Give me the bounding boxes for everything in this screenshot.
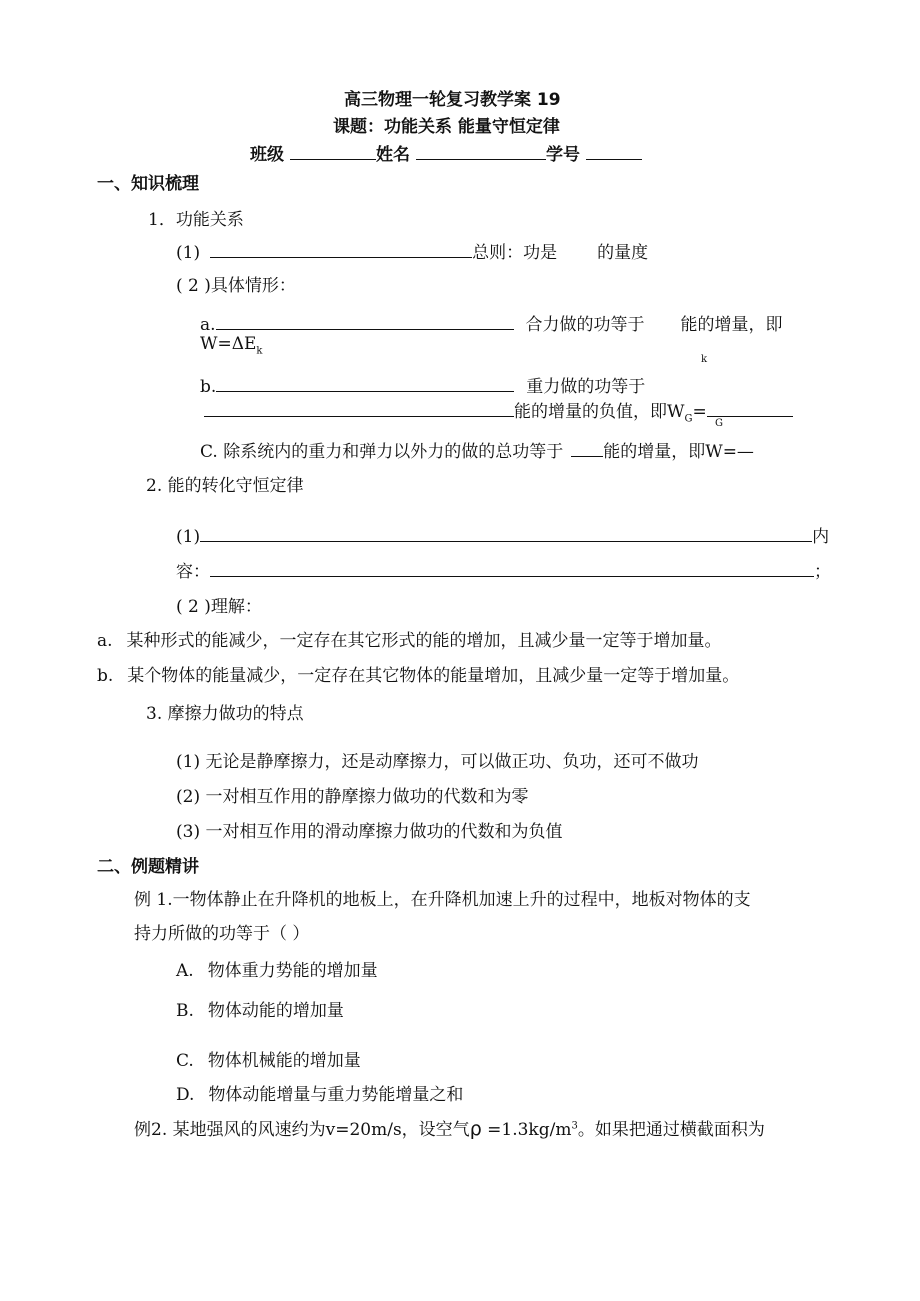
example1-line1: 例 1.一物体静止在升降机的地板上，在升降机加速上升的过程中，地板对物体的支 [134, 890, 751, 910]
blank-content-2[interactable] [210, 561, 814, 577]
item2-line1: (1) 内 [176, 527, 830, 547]
class-label: 班级 [250, 145, 284, 165]
item2-title: 2. 能的转化守恒定律 [146, 476, 304, 496]
blank-b[interactable] [216, 376, 514, 392]
item1-a: a. 合力做的功等于 能的增量，即 [200, 315, 783, 335]
item2-b: b. 某个物体的能量减少，一定存在其它物体的能量增加，且减少量一定等于增加量。 [97, 666, 740, 686]
stray-k: k [701, 354, 708, 365]
item1-c: C. 除系统内的重力和弹力以外力的做的总功等于 能的增量，即W=— [200, 442, 754, 462]
blank-general[interactable] [210, 242, 472, 258]
student-info-row [250, 140, 642, 165]
page-title: 高三物理一轮复习教学案 19 [344, 90, 561, 110]
item1-line2: ( 2 )具体情形： [176, 276, 296, 296]
item1-a-formula: $W=\Delta E_k$ [200, 334, 263, 357]
item1-title: 1．功能关系 [148, 210, 244, 230]
item2-a: a. 某种形式的能减少，一定存在其它形式的能的增加，且减少量一定等于增加量。 [97, 631, 722, 651]
class-field[interactable] [290, 144, 376, 160]
item2-understand: ( 2 )理解： [176, 597, 262, 617]
item2-line2: 容： ； [176, 562, 831, 582]
blank-b2[interactable] [204, 401, 514, 417]
number-label: 学号 [546, 145, 580, 165]
topic-title: 课题：功能关系 能量守恒定律 [333, 117, 560, 137]
example2-line1: 例2. 某地强风的风速约为v=20m/s，设空气$\rho =1.3kg/m^3$。如果把通过横截面积为 [134, 1118, 765, 1140]
blank-a[interactable] [216, 314, 514, 330]
item3-p3: (3) 一对相互作用的滑动摩擦力做功的代数和为负值 [176, 822, 563, 842]
option-a[interactable]: A. 物体重力势能的增加量 [176, 961, 378, 981]
section-heading-examples: 二、例题精讲 [97, 857, 199, 877]
rho-symbol: ρ [469, 1118, 482, 1140]
item1-line1: (1) 总则：功是 的量度 [176, 243, 649, 263]
name-label: 姓名 [376, 145, 410, 165]
number-field[interactable] [586, 144, 642, 160]
blank-wg[interactable] [707, 401, 793, 417]
option-c[interactable]: C. 物体机械能的增加量 [176, 1051, 361, 1071]
blank-content-1[interactable] [200, 526, 812, 542]
name-field[interactable] [416, 144, 546, 160]
option-d[interactable]: D. 物体动能增量与重力势能增量之和 [176, 1085, 464, 1105]
item1-b: b. 重力做的功等于 [200, 377, 646, 397]
item3-p2: (2) 一对相互作用的静摩擦力做功的代数和为零 [176, 787, 529, 807]
item3-title: 3. 摩擦力做功的特点 [146, 704, 304, 724]
blank-c[interactable] [571, 441, 603, 457]
example1-line2: 持力所做的功等于（ ） [134, 924, 310, 944]
item1-b-line2: 能的增量的负值，即$W_G=$ [204, 397, 793, 424]
option-b[interactable]: B. 物体动能的增加量 [176, 1001, 344, 1021]
item3-p1: (1) 无论是静摩擦力，还是动摩擦力，可以做正功、负功，还可不做功 [176, 752, 699, 772]
section-heading-knowledge: 一、知识梳理 [97, 174, 199, 194]
stray-g: G [715, 418, 723, 429]
